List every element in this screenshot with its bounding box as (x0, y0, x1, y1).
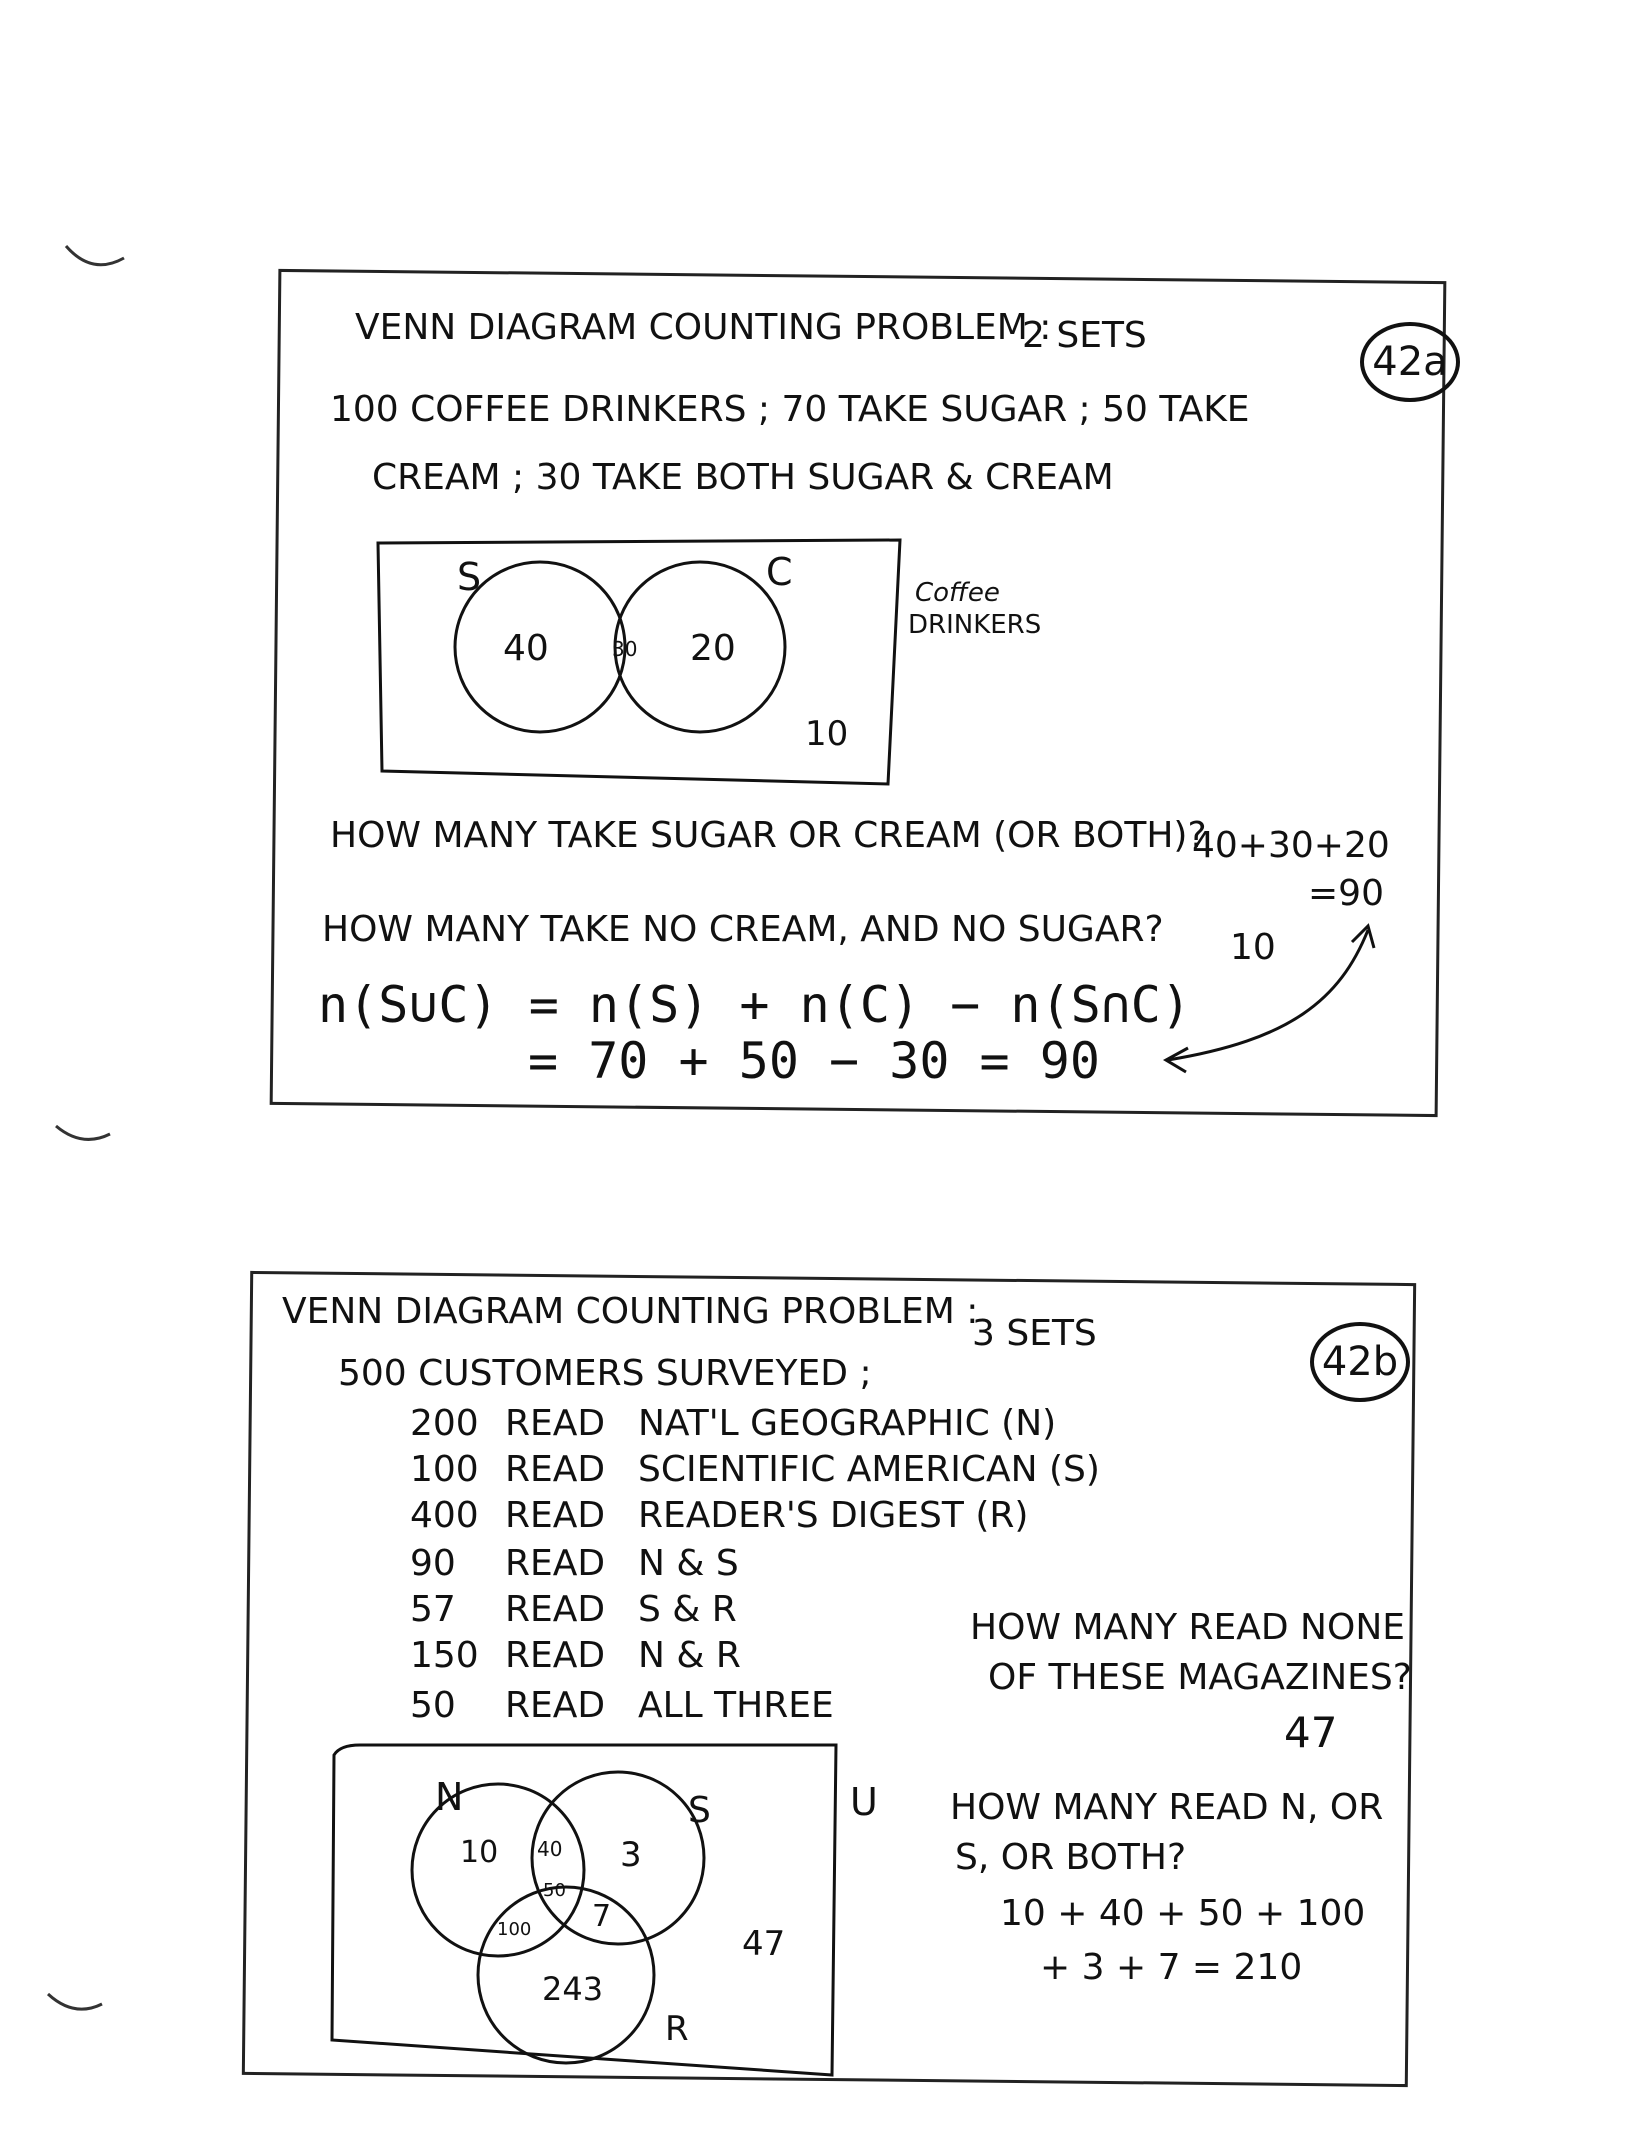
card-a-universe-label-1: Coffee (915, 578, 1000, 608)
card-b-value-all-three: 50 (543, 1880, 566, 1901)
card-b-badge: 42b (1310, 1322, 1410, 1402)
read-count: 150 (410, 1635, 479, 1676)
card-a-title-sets: 2 SETS (1022, 315, 1147, 356)
read-count: 90 (410, 1543, 456, 1584)
card-a-formula-line-2: = 70 + 50 − 30 = 90 (528, 1032, 1100, 1090)
read-verb: READ (505, 1589, 606, 1630)
read-subject: S & R (638, 1589, 737, 1630)
read-count: 400 (410, 1495, 479, 1536)
read-verb: READ (505, 1635, 606, 1676)
read-subject: ALL THREE (638, 1685, 834, 1726)
card-b-answer-1: 47 (1284, 1708, 1338, 1757)
read-subject: N & R (638, 1635, 741, 1676)
read-verb: READ (505, 1449, 606, 1490)
card-a-question-2: HOW MANY TAKE NO CREAM, AND NO SUGAR? (322, 909, 1164, 950)
read-verb: READ (505, 1403, 606, 1444)
card-a-problem-line-2: CREAM ; 30 TAKE BOTH SUGAR & CREAM (372, 457, 1114, 498)
card-a-question-1: HOW MANY TAKE SUGAR OR CREAM (OR BOTH)? (330, 815, 1207, 856)
read-count: 57 (410, 1589, 456, 1630)
read-verb: READ (505, 1495, 606, 1536)
card-b-value-s-r: 7 (592, 1899, 612, 1934)
read-subject: READER'S DIGEST (R) (638, 1495, 1029, 1536)
card-a-value-sugar-only: 40 (503, 628, 549, 669)
read-subject: SCIENTIFIC AMERICAN (S) (638, 1449, 1100, 1490)
card-b-label-n: N (435, 1775, 464, 1819)
card-a-value-neither: 10 (805, 714, 849, 754)
read-subject: N & S (638, 1543, 739, 1584)
card-b-question-2-line-2: S, OR BOTH? (955, 1837, 1187, 1878)
card-b-value-n-only: 10 (460, 1835, 499, 1870)
card-a-value-cream-only: 20 (690, 628, 736, 669)
read-verb: READ (505, 1543, 606, 1584)
card-b-question-1-line-1: HOW MANY READ NONE (970, 1607, 1405, 1648)
card-b-universe-box (332, 1745, 836, 2075)
card-a-formula-line-1: n(S∪C) = n(S) + n(C) − n(S∩C) (318, 976, 1191, 1034)
read-verb: READ (505, 1685, 606, 1726)
card-a-answer-1-line-2: =90 (1308, 873, 1384, 914)
card-a-answer-2: 10 (1230, 927, 1276, 968)
card-b-value-none: 47 (742, 1924, 786, 1964)
card-a-label-c: C (766, 550, 793, 594)
card-b-label-s: S (688, 1790, 711, 1831)
card-a-title: VENN DIAGRAM COUNTING PROBLEM : (355, 307, 1052, 348)
card-b-value-n-s: 40 (537, 1837, 563, 1861)
read-count: 100 (410, 1449, 479, 1490)
card-b-value-r-only: 243 (542, 1970, 604, 2008)
card-a-answer-1-line-1: 40+30+20 (1192, 825, 1390, 866)
card-b-label-universe: U (850, 1780, 878, 1824)
read-subject: NAT'L GEOGRAPHIC (N) (638, 1403, 1057, 1444)
card-a-badge: 42a (1360, 322, 1460, 402)
read-count: 50 (410, 1685, 456, 1726)
card-b-answer-2-line-2: + 3 + 7 = 210 (1040, 1947, 1303, 1988)
card-b-question-1-line-2: OF THESE MAGAZINES? (988, 1657, 1412, 1698)
card-a-value-both: 30 (612, 637, 638, 661)
card-b-title-sets: 3 SETS (972, 1313, 1097, 1354)
read-count: 200 (410, 1403, 479, 1444)
card-a-problem-line-1: 100 COFFEE DRINKERS ; 70 TAKE SUGAR ; 50 TAKE (330, 389, 1250, 430)
card-a-label-s: S (457, 555, 482, 599)
card-b-surveyed: 500 CUSTOMERS SURVEYED ; (338, 1353, 872, 1394)
card-b-value-n-r: 100 (497, 1919, 532, 1940)
card-b-title: VENN DIAGRAM COUNTING PROBLEM : (282, 1291, 979, 1332)
card-b-value-s-only: 3 (620, 1835, 642, 1875)
card-b-label-r: R (665, 2009, 689, 2049)
card-a-universe-label-2: DRINKERS (908, 610, 1042, 640)
card-b-question-2-line-1: HOW MANY READ N, OR (950, 1787, 1384, 1828)
card-b-answer-2-line-1: 10 + 40 + 50 + 100 (1000, 1893, 1366, 1934)
